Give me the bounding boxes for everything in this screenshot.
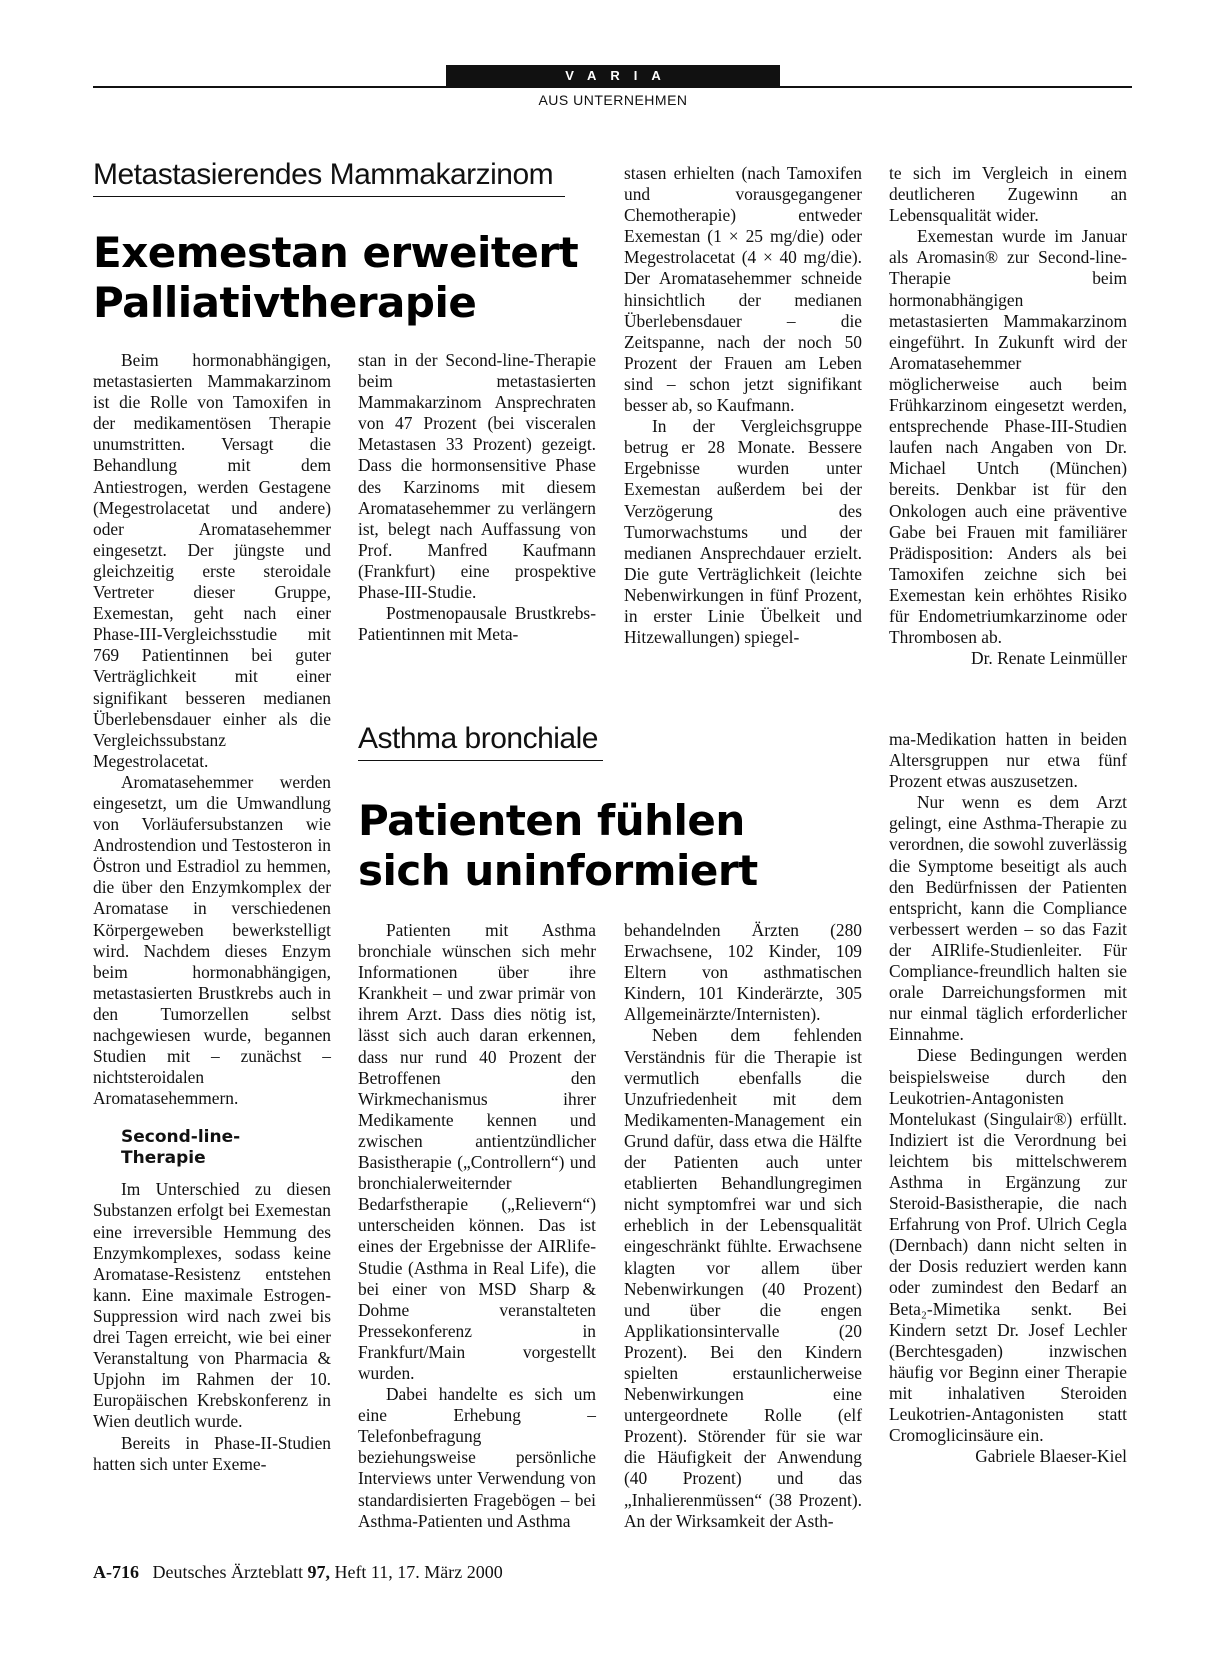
journal-issue: Heft 11, 17. März 2000: [334, 1562, 503, 1582]
subsection-label: AUS UNTERNEHMEN: [538, 92, 688, 108]
paragraph: stan in der Second-line-Therapie beim metastasierten Mammakarzinom Ansprechraten von 47 Prozent (bei visceralen Metastasen 33 Prozent) gezeigt. Dass die hormonsensitive Phase des Karzinoms mit diesem Aromatasehemmer zu verlängern ist, belegt nach Auffassung von Prof. Manfred Kaufmann (Frankfurt) eine prospektive Phase-III-Studie.: [358, 350, 596, 603]
paragraph: Aromatasehemmer werden eingesetzt, um die Umwandlung von Vorläufersubstanzen wie Androstendion und Testosteron in Östron und Estradiol zu hemmen, die über den Enzymkomplex der Aromatase in verschiedenen Körpergeweben bewerkstelligt wird. Nachdem dieses Enzym beim hormonabhängigen, metastasierten Brustkrebs auch in den Tumorzellen selbst nachgewiesen wurde, begannen Studien mit – zunächst – nichtsteroidalen Aromatasehemmern.: [93, 771, 331, 1109]
article1-column-1: [93, 350, 331, 1475]
section-bar: [446, 65, 780, 86]
article2-column-4: [889, 729, 1127, 1467]
paragraph: stasen erhielten (nach Tamoxifen und vorausgegangener Chemotherapie) entweder Exemestan (1 × 25 mg/die) oder Megestrolacetat (4 × 40 mg/die). Der Aromatasehemmer schneide hinsichtlich der medianen Überlebensdauer – die Zeitspanne, nach der noch 50 Prozent der Frauen am Leben sind – schon jetzt signifikant besser ab, so Kaufmann.: [624, 163, 862, 416]
article1-column-2: [358, 350, 596, 645]
paragraph: Patienten mit Asthma bronchiale wünschen sich mehr Informationen über ihre Krankheit – und zwar primär von ihrem Arzt. Dass dies nötig ist, lässt sich auch daran erkennen, dass nur rund 40 Prozent der Betroffenen den Wirkmechanismus ihrer Medikamente kennen und zwischen antientzündlicher Basistherapie („Controllern“) und bronchialerweiternder Bedarfstherapie („Relievern“) unterscheiden können. Das ist eines der Ergebnisse der AIRlife-Studie (Asthma in Real Life), die bei einer von MSD Sharp & Dohme veranstalteten Pressekonferenz in Frankfurt/Main vorgestellt wurden.: [358, 920, 596, 1383]
article2-column-3: [624, 920, 862, 1532]
article1-author: Dr. Renate Leinmüller: [971, 648, 1127, 669]
paragraph: In der Vergleichsgruppe betrug er 28 Monate. Bessere Ergebnisse wurden unter Exemestan außerdem bei der Verzögerung des Tumorwachstums und der medianen Ansprechdauer erzielt. Die gute Verträglichkeit (leichte Nebenwirkungen in fünf Prozent, in erster Linie Übelkeit und Hitzewallungen) spiegel-: [624, 416, 862, 648]
paragraph: Neben dem fehlenden Verständnis für die Therapie ist vermutlich ebenfalls die Unzufriedenheit mit dem Medikamenten-Management ein Grund dafür, dass etwa die Hälfte der Patienten auch unter etablierten Behandlungregimen nicht symptomfrei war und sich erheblich in der Lebensqualität eingeschränkt fühlte. Erwachsene klagten vor allem über Nebenwirkungen (40 Prozent) und über die engen Applikationsintervalle (20 Prozent). Bei den Kindern spielten erstaunlicherweise Nebenwirkungen eine untergeordnete Rolle (elf Prozent). Störender für sie war die Häufigkeit der Anwendung (40 Prozent) und das „Inhalierenmüssen“ (38 Prozent). An der Wirksamkeit der Asth-: [624, 1025, 862, 1531]
section-label: VARIA: [565, 68, 675, 83]
paragraph: Dabei handelte es sich um eine Erhebung – Telefonbefragung beziehungsweise persönliche Interviews unter Verwendung von standardisierten Fragebögen – bei Asthma-Patienten und Asthma: [358, 1384, 596, 1531]
paragraph: ma-Medikation hatten in beiden Altersgruppen nur etwa fünf Prozent etwas auszusetzen.: [889, 729, 1127, 792]
article1-subhead: [121, 1127, 331, 1169]
header-rule: [93, 86, 1132, 88]
paragraph: Diese Bedingungen werden beispielsweise durch den Leukotrien-Antagonisten Montelukast (Singulair®) erfüllt. Indiziert ist die Verordnung bei leichtem bis mittelschwerem Asthma in Ergänzung zur Steroid-Basistherapie, die nach Erfahrung von Prof. Ulrich Cegla (Dernbach) dann nicht selten in der Dosis reduziert werden kann oder zumindest den Bedarf an Beta₂-Mimetika senkt. Bei Kindern setzt Dr. Josef Lechler (Berchtesgaden) inzwischen häufig vor Beginn einer Therapie mit inhalativen Steroiden Leukotrien-Antagonisten statt Cromoglicinsäure ein.: [889, 1045, 1127, 1446]
paragraph: Bereits in Phase-II-Studien hatten sich unter Exeme-: [93, 1432, 331, 1474]
paragraph: Beim hormonabhängigen, metastasierten Mammakarzinom ist die Rolle von Tamoxifen in der medikamentösen Therapie unumstritten. Versagt die Behandlung mit dem Antiestrogen, werden Gestagene (Megestrolacetat und andere) oder Aromatasehemmer eingesetzt. Der jüngste und gleichzeitig erste steroidale Vertreter dieser Gruppe, Exemestan, geht nach einer Phase-III-Vergleichsstudie mit 769 Patientinnen bei guter Verträglichkeit mit einer signifikant besseren medianen Überlebensdauer einher als die Vergleichssubstanz Megestrolacetat.: [93, 350, 331, 771]
paragraph: te sich im Vergleich in einem deutlicheren Zugewinn an Lebensqualität wider.: [889, 163, 1127, 226]
article1-column-4: [889, 163, 1127, 669]
article1-kicker: Metastasierendes Mammakarzinom: [93, 158, 565, 197]
paragraph: Im Unterschied zu diesen Substanzen erfolgt bei Exemestan eine irreversible Hemmung des Enzymkomplexes, sodass keine Aromatase-Resistenz entstehen kann. Eine maximale Estrogen-Suppression wird nach zwei bis drei Tagen erreicht, wie bei einer Veranstaltung von Pharmacia & Upjohn im Rahmen der 10. Europäischen Krebskonferenz in Wien deutlich wurde.: [93, 1179, 331, 1432]
article1-headline: [93, 228, 578, 328]
article1-subhead-line1: Second-line-: [121, 1127, 241, 1148]
paragraph: Exemestan wurde im Januar als Aromasin® zur Second-line-Therapie beim hormonabhängigen metastasierten Mammakarzinom eingeführt. In Zukunft wird der Aromatasehemmer möglicherweise auch beim Frühkarzinom eingesetzt werden, entsprechende Phase-III-Studien laufen nach Angaben von Dr. Michael Untch (München) bereits. Denkbar ist für den Onkologen auch eine präventive Gabe bei Frauen mit familiärer Prädisposition: Anders als bei Tamoxifen zeichne sich bei Exemestan kein erhöhtes Risiko für Endometriumkarzinome oder Thrombosen ab.: [889, 226, 1127, 648]
article2-kicker: Asthma bronchiale: [358, 722, 603, 761]
article2-headline-line1: Patienten fühlen: [358, 796, 745, 845]
article2-headline: [358, 796, 758, 896]
article1-subhead-line2: Therapie: [121, 1148, 206, 1169]
article1-column-3: [624, 163, 862, 648]
paragraph: behandelnden Ärzten (280 Erwachsene, 102 Kinder, 109 Eltern von asthmatischen Kindern, 101 Kinderärzte, 305 Allgemeinärzte/Internisten).: [624, 920, 862, 1025]
article2-author: Gabriele Blaeser-Kiel: [975, 1446, 1127, 1467]
journal-volume: 97,: [307, 1562, 330, 1582]
journal-name: Deutsches Ärzteblatt: [152, 1562, 303, 1582]
article2-headline-line2: sich uninformiert: [358, 846, 758, 895]
paragraph: Nur wenn es dem Arzt gelingt, eine Asthma-Therapie zu verordnen, die sowohl zuverlässig die Symptome beseitigt als auch den Bedürfnissen der Patienten entspricht, kann die Compliance verbessert werden – so das Fazit der AIRlife-Studienleiter. Für Compliance-freundlich halten sie orale Darreichungsformen mit nur einmal täglich erforderlicher Einnahme.: [889, 792, 1127, 1045]
article2-column-2: [358, 920, 596, 1532]
article1-headline-line2: Palliativtherapie: [93, 278, 477, 327]
page-number: A-716: [93, 1562, 139, 1582]
paragraph: Postmenopausale Brustkrebs-Patientinnen mit Meta-: [358, 603, 596, 645]
page-footer: [93, 1562, 503, 1583]
article1-headline-line1: Exemestan erweitert: [93, 228, 579, 277]
